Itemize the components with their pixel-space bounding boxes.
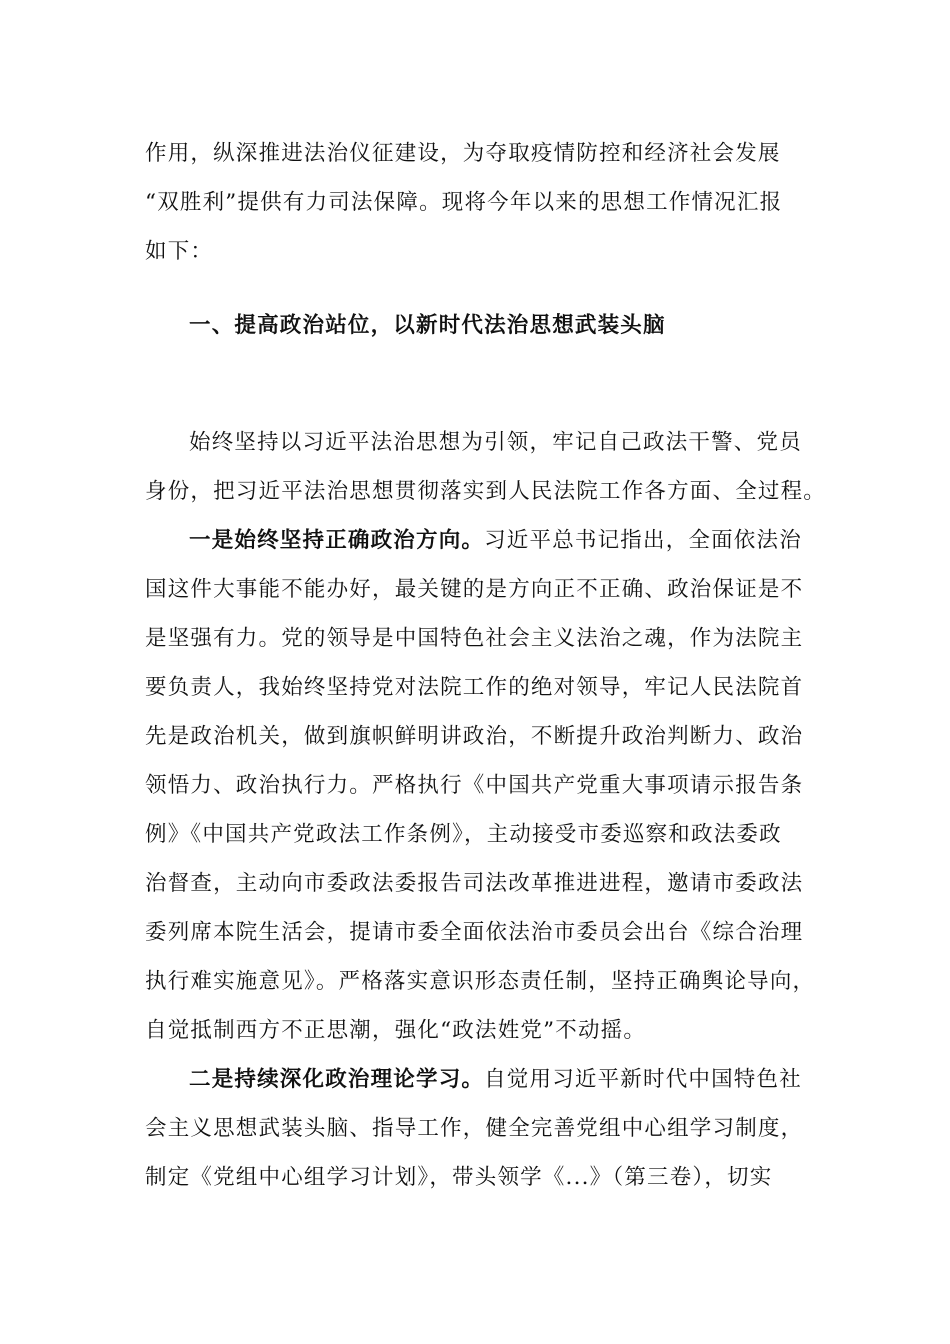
text-line: 制定《党组中心组学习计划》，带头领学《...》（第三卷），切实: [145, 1165, 773, 1190]
text-line: 先是政治机关，做到旗帜鲜明讲政治，不断提升政治判断力、政治: [145, 724, 804, 749]
paragraph-lead: 一是始终坚持正确政治方向。: [189, 528, 485, 553]
paragraph-3: [145, 1055, 823, 1202]
text-line: 要负责人，我始终坚持党对法院工作的绝对领导，牢记人民法院首: [145, 675, 804, 700]
text-line: 会主义思想武装头脑、指导工作，健全完善党组中心组学习制度，: [145, 1116, 804, 1141]
text-line: 国这件大事能不能办好，最关键的是方向正不正确、政治保证是不: [145, 577, 804, 602]
intro-paragraph: [145, 129, 823, 276]
text-line: [145, 516, 823, 565]
text-line: 始终坚持以习近平法治思想为引领，牢记自己政法干警、党员: [189, 430, 802, 455]
text-line: 身份，把习近平法治思想贯彻落实到人民法院工作各方面、全过程。: [145, 479, 827, 504]
paragraph-1: [145, 418, 827, 516]
text-line: 如下：: [145, 239, 214, 264]
text-line: “双胜利”提供有力司法保障。现将今年以来的思想工作情况汇报: [145, 190, 783, 215]
text-line: 自觉抵制西方不正思潮，强化“政法姓党”不动摇。: [145, 1018, 647, 1043]
section-heading: 一、提高政治站位，以新时代法治思想武装头脑: [189, 313, 666, 338]
text-run: 自觉用习近平新时代中国特色社: [484, 1067, 802, 1092]
text-line: 是坚强有力。党的领导是中国特色社会主义法治之魂，作为法院主: [145, 626, 804, 651]
text-line: 治督查，主动向市委政法委报告司法改革推进进程，邀请市委政法: [145, 871, 804, 896]
text-line: 委列席本院生活会，提请市委全面依法治市委员会出台《综合治理: [145, 920, 804, 945]
paragraph-2: [145, 516, 823, 1055]
text-line: 作用，纵深推进法治仪征建设，为夺取疫情防控和经济社会发展: [145, 141, 781, 166]
text-line: 领悟力、政治执行力。严格执行《中国共产党重大事项请示报告条: [145, 773, 804, 798]
text-run: 习近平总书记指出，全面依法治: [484, 528, 802, 553]
text-line: 例》《中国共产党政法工作条例》，主动接受市委巡察和政法委政: [145, 822, 782, 847]
text-line: 执行难实施意见》。严格落实意识形态责任制，坚持正确舆论导向，: [145, 969, 816, 994]
text-line: [145, 1055, 823, 1104]
paragraph-lead: 二是持续深化政治理论学习。: [189, 1067, 485, 1092]
